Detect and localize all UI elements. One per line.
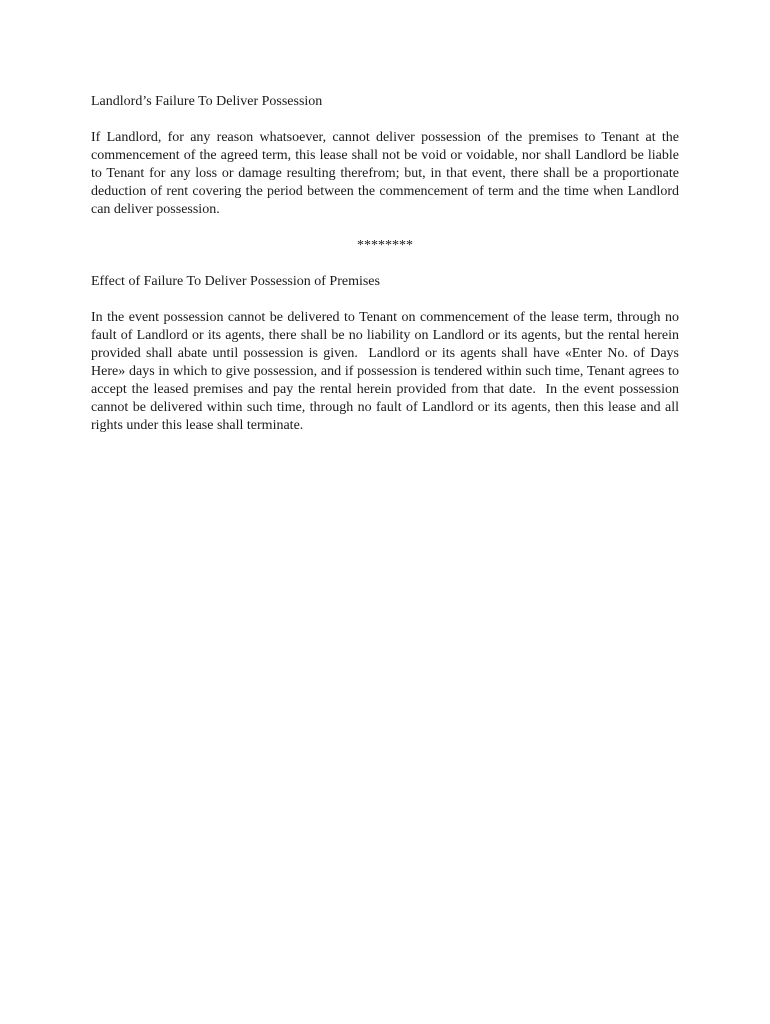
spacer <box>91 219 679 237</box>
section-separator: ******** <box>357 238 413 253</box>
document-page <box>91 93 683 435</box>
section-body-failure-to-deliver: If Landlord, for any reason whatsoever, cannot deliver possession of the premises to Tenant at the commencement of the agreed term, this lease shall not be void or voidable, nor shall Landlord be liable to Tenant for any loss or damage resulting therefrom; but, in that event, there shall be a proportionate deduction of rent covering the period between the commencement of term and the time when Landlord can deliver possession. <box>91 130 679 217</box>
section-heading-failure-to-deliver: Landlord’s Failure To Deliver Possession <box>91 94 323 109</box>
spacer <box>91 255 679 273</box>
spacer <box>91 111 679 129</box>
spacer <box>91 291 679 309</box>
section-body-effect-of-failure: In the event possession cannot be delivered to Tenant on commencement of the lease term, through no fault of Landlord or its agents, there shall be no liability on Landlord or its agents, but the rental herein provided shall abate until possession is given. Landlord or its agents shall have «Enter No. of Days Here» days in which to give possession, and if possession is tendered within such time, Tenant agrees to accept the leased premises and pay the rental herein provided from that date. In the event possession cannot be delivered within such time, through no fault of Landlord or its agents, then this lease and all rights under this lease shall terminate. <box>91 310 683 433</box>
section-heading-effect-of-failure: Effect of Failure To Deliver Possession of Premises <box>91 274 380 289</box>
